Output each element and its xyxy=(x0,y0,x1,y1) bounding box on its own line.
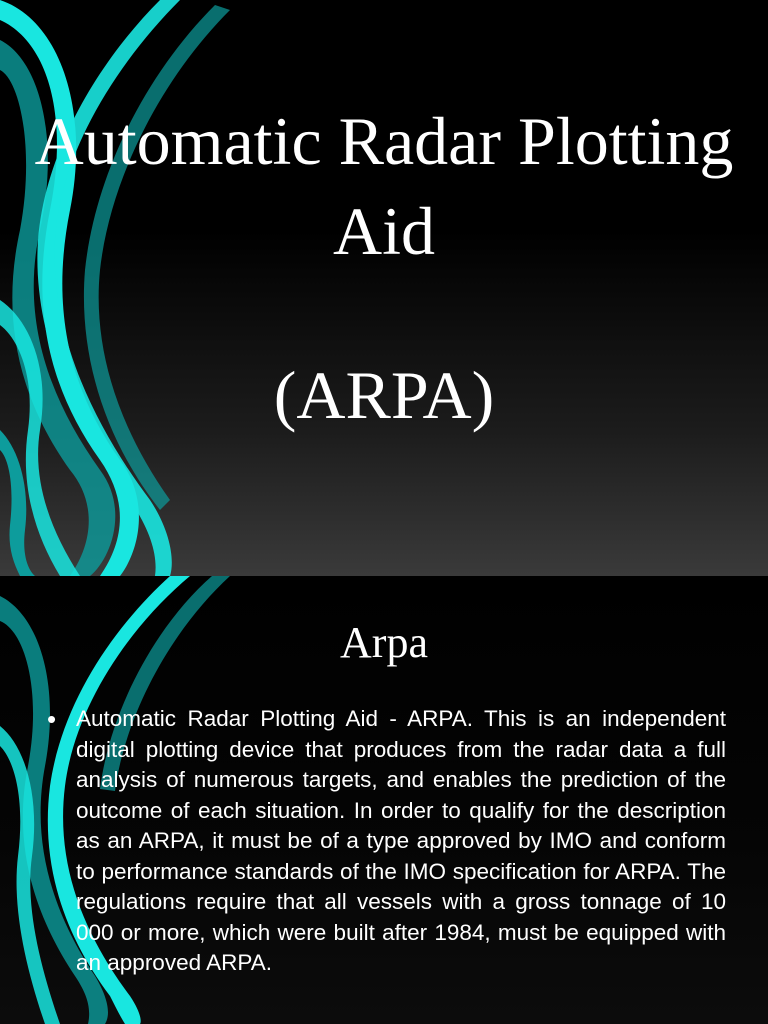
slide-title: Automatic Radar Plotting Aid xyxy=(34,103,734,269)
decorative-swirl xyxy=(0,0,260,576)
slide-title: Arpa xyxy=(340,618,428,667)
content-slide xyxy=(0,576,768,1024)
bullet-text: Automatic Radar Plotting Aid - ARPA. This is an independent digital plotting device that produces from the radar data a full analysis of numerous targets, and enables the prediction of the outcome of each situation. In order to qualify for the description as an ARPA, it must be of a type approved by IMO and conform to performance standards of the IMO specification for ARPA. The regulations require that all vessels with a gross tonnage of 10 000 or more, which were built after 1984, must be equipped with an approved ARPA. xyxy=(76,706,726,975)
bullet-icon: • xyxy=(47,704,57,734)
slide-subtitle: (ARPA) xyxy=(273,357,495,433)
